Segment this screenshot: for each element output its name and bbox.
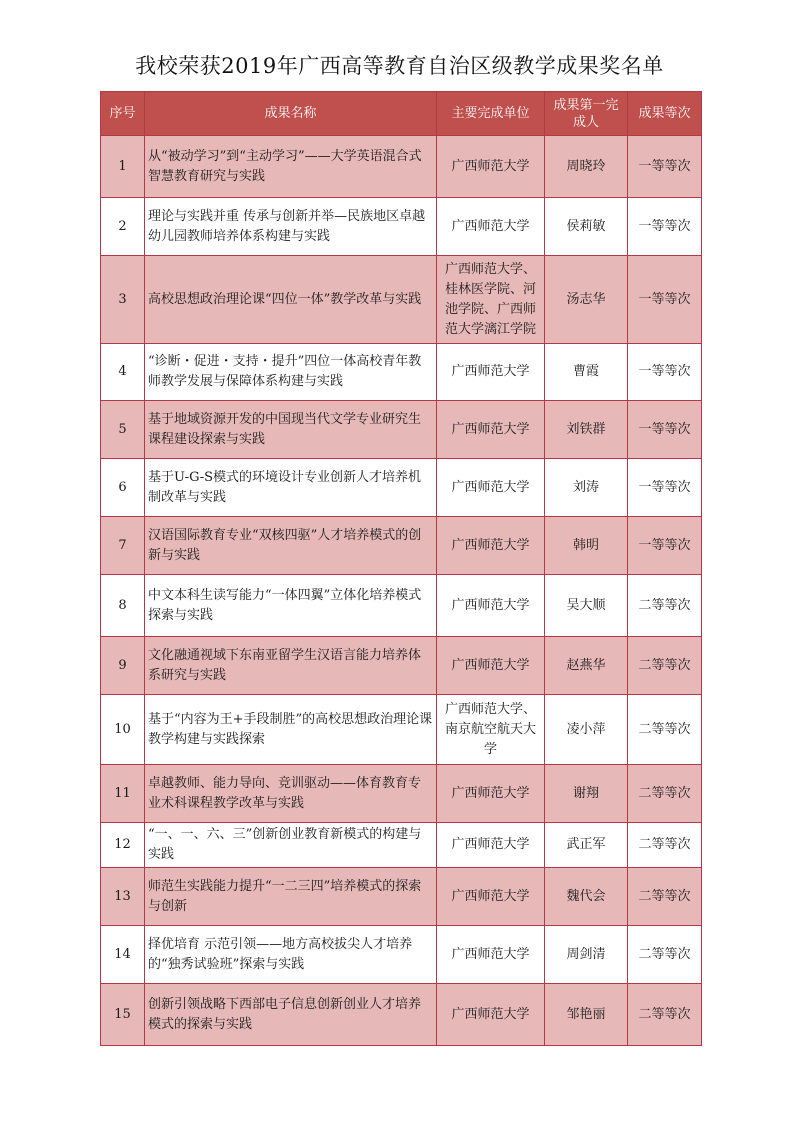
cell-person: 曹霞 — [545, 344, 628, 401]
cell-unit — [437, 575, 545, 637]
cell-unit-line: 广西师范大学 — [451, 946, 530, 962]
awards-table — [100, 91, 702, 1046]
cell-unit — [437, 198, 545, 256]
cell-no: 12 — [101, 823, 145, 868]
table-row — [101, 344, 702, 401]
cell-no: 5 — [101, 401, 145, 459]
cell-unit-line: 广西师范大学 — [451, 421, 530, 437]
cell-level: 一等等次 — [628, 136, 702, 198]
cell-name: 择优培育 示范引领——地方高校拔尖人才培养的“独秀试验班”探索与实践 — [145, 926, 437, 984]
cell-name: 汉语国际教育专业“双核四驱”人才培养模式的创新与实践 — [145, 517, 437, 575]
cell-person: 赵燕华 — [545, 637, 628, 695]
cell-level: 一等等次 — [628, 401, 702, 459]
cell-name: 从“被动学习”到“主动学习”——大学英语混合式智慧教育研究与实践 — [145, 136, 437, 198]
cell-unit — [437, 459, 545, 517]
cell-unit — [437, 344, 545, 401]
cell-person: 汤志华 — [545, 256, 628, 344]
cell-unit-line: 广西师范大学 — [451, 785, 530, 801]
cell-person: 武正军 — [545, 823, 628, 868]
cell-no: 9 — [101, 637, 145, 695]
table-row — [101, 459, 702, 517]
cell-unit-line: 广西师范大学 — [451, 479, 530, 495]
cell-unit-line: 广西师范大学、 — [444, 701, 536, 717]
cell-person: 侯莉敏 — [545, 198, 628, 256]
cell-unit-line: 广西师范大学 — [451, 597, 530, 613]
cell-level: 二等等次 — [628, 637, 702, 695]
table-row — [101, 695, 702, 765]
cell-unit-line: 广西师范大学、 — [444, 261, 536, 277]
table-body — [101, 136, 702, 1046]
cell-level: 二等等次 — [628, 765, 702, 823]
cell-no: 2 — [101, 198, 145, 256]
cell-unit — [437, 984, 545, 1046]
table-row — [101, 637, 702, 695]
cell-name: 文化融通视域下东南亚留学生汉语言能力培养体系研究与实践 — [145, 637, 437, 695]
cell-level: 二等等次 — [628, 823, 702, 868]
cell-name: 师范生实践能力提升“一二三四”培养模式的探索与创新 — [145, 868, 437, 926]
cell-unit — [437, 136, 545, 198]
cell-unit — [437, 823, 545, 868]
cell-unit — [437, 637, 545, 695]
cell-unit — [437, 765, 545, 823]
cell-name: 基于U-G-S模式的环境设计专业创新人才培养机制改革与实践 — [145, 459, 437, 517]
cell-no: 8 — [101, 575, 145, 637]
header-name: 成果名称 — [145, 92, 437, 136]
cell-no: 10 — [101, 695, 145, 765]
header-no: 序号 — [101, 92, 145, 136]
cell-person: 刘铁群 — [545, 401, 628, 459]
cell-person: 刘涛 — [545, 459, 628, 517]
cell-name: 基于“内容为王+手段制胜”的高校思想政治理论课教学构建与实践探索 — [145, 695, 437, 765]
cell-unit-line: 范大学漓江学院 — [444, 321, 536, 337]
table-header-row — [101, 92, 702, 136]
cell-name: 卓越教师、能力导向、竞训驱动——体育教育专业术科课程教学改革与实践 — [145, 765, 437, 823]
cell-no: 14 — [101, 926, 145, 984]
cell-level: 一等等次 — [628, 198, 702, 256]
table-row — [101, 401, 702, 459]
cell-no: 3 — [101, 256, 145, 344]
table-row — [101, 256, 702, 344]
cell-name: “一、一、六、三”创新创业教育新模式的构建与实践 — [145, 823, 437, 868]
cell-person: 周晓玲 — [545, 136, 628, 198]
cell-unit-line: 南京航空航天大 — [444, 721, 536, 737]
cell-no: 15 — [101, 984, 145, 1046]
cell-name: 中文本科生读写能力“一体四翼”立体化培养模式探索与实践 — [145, 575, 437, 637]
header-person: 成果第一完成人 — [545, 92, 628, 136]
cell-unit-line: 广西师范大学 — [451, 158, 530, 174]
cell-level: 一等等次 — [628, 344, 702, 401]
cell-no: 6 — [101, 459, 145, 517]
cell-level: 二等等次 — [628, 868, 702, 926]
cell-person: 周剑清 — [545, 926, 628, 984]
cell-level: 一等等次 — [628, 256, 702, 344]
header-level: 成果等次 — [628, 92, 702, 136]
cell-unit-line: 广西师范大学 — [451, 657, 530, 673]
table-row — [101, 984, 702, 1046]
cell-name: 高校思想政治理论课“四位一体”教学改革与实践 — [145, 256, 437, 344]
cell-person: 凌小萍 — [545, 695, 628, 765]
table-row — [101, 868, 702, 926]
cell-unit-line: 广西师范大学 — [451, 837, 530, 852]
cell-person: 谢翔 — [545, 765, 628, 823]
cell-unit-line: 广西师范大学 — [451, 218, 530, 234]
cell-unit-line: 广西师范大学 — [451, 888, 530, 904]
cell-no: 13 — [101, 868, 145, 926]
cell-name: 理论与实践并重 传承与创新并举—民族地区卓越幼儿园教师培养体系构建与实践 — [145, 198, 437, 256]
header-unit: 主要完成单位 — [437, 92, 545, 136]
cell-level: 二等等次 — [628, 695, 702, 765]
table-row — [101, 198, 702, 256]
cell-person: 韩明 — [545, 517, 628, 575]
cell-unit-line: 广西师范大学 — [451, 1006, 530, 1022]
cell-unit — [437, 695, 545, 765]
cell-unit — [437, 256, 545, 344]
cell-unit-line: 桂林医学院、河 — [444, 281, 536, 297]
cell-level: 二等等次 — [628, 926, 702, 984]
cell-unit-line: 学 — [483, 741, 497, 757]
cell-person: 魏代会 — [545, 868, 628, 926]
table-row — [101, 575, 702, 637]
cell-level: 一等等次 — [628, 459, 702, 517]
table-row — [101, 823, 702, 868]
cell-person: 邹艳丽 — [545, 984, 628, 1046]
cell-person: 吴大顺 — [545, 575, 628, 637]
cell-unit — [437, 926, 545, 984]
cell-no: 1 — [101, 136, 145, 198]
cell-unit — [437, 868, 545, 926]
cell-name: 基于地域资源开发的中国现当代文学专业研究生课程建设探索与实践 — [145, 401, 437, 459]
cell-no: 4 — [101, 344, 145, 401]
cell-unit-line: 池学院、广西师 — [444, 301, 536, 317]
table-row — [101, 926, 702, 984]
cell-name: “诊断・促进・支持・提升”四位一体高校青年教师教学发展与保障体系构建与实践 — [145, 344, 437, 401]
cell-unit — [437, 401, 545, 459]
cell-unit-line: 广西师范大学 — [451, 537, 530, 553]
cell-level: 二等等次 — [628, 575, 702, 637]
cell-no: 11 — [101, 765, 145, 823]
cell-unit-line: 广西师范大学 — [451, 364, 530, 379]
cell-no: 7 — [101, 517, 145, 575]
table-row — [101, 136, 702, 198]
table-row — [101, 765, 702, 823]
document-title: 我校荣获2019年广西高等教育自治区级教学成果奖名单 — [135, 54, 664, 78]
table-row — [101, 517, 702, 575]
cell-name: 创新引领战略下西部电子信息创新创业人才培养模式的探索与实践 — [145, 984, 437, 1046]
cell-level: 一等等次 — [628, 517, 702, 575]
cell-unit — [437, 517, 545, 575]
cell-level: 二等等次 — [628, 984, 702, 1046]
